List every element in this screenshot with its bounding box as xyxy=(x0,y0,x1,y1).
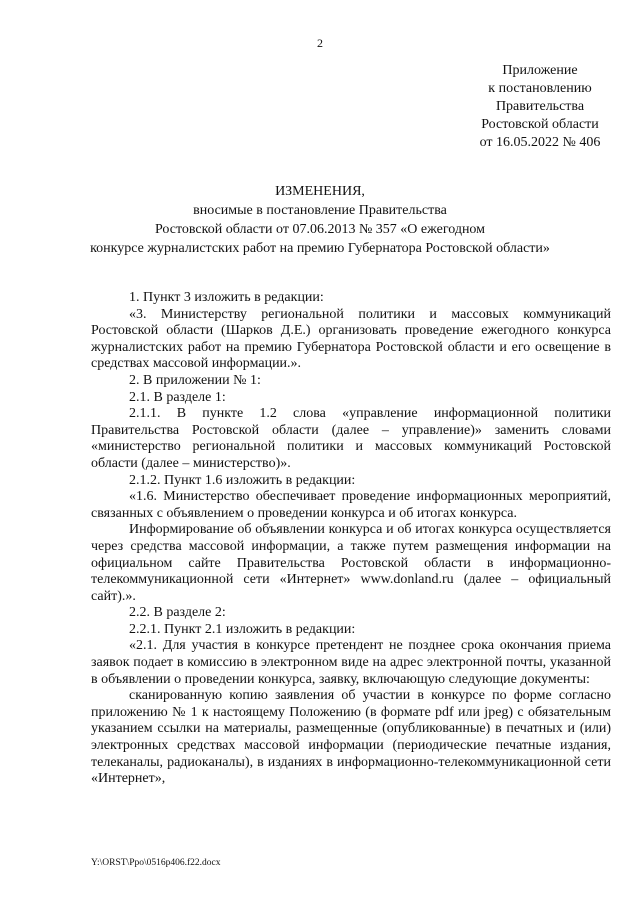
paragraph: Информирование об объявлении конкурса и об итогах конкурса осуществляется через средства массовой информации, а также путем размещения информации на официальном сайте Правительства Ростовской области в информационно-телекоммуникационной сети «Интернет» www.donland.ru (далее – официальный сайт).». xyxy=(91,522,611,604)
appendix-line: от 16.05.2022 № 406 xyxy=(479,135,601,150)
appendix-line: Правительства xyxy=(495,99,585,114)
title-line: вносимые в постановление Правительства xyxy=(193,203,447,218)
appendix-line: Ростовской области xyxy=(481,117,599,132)
paragraph: «1.6. Министерство обеспечивает проведение информационных мероприятий, связанных с объявлением о проведении конкурса и об итогах конкурса. xyxy=(91,489,611,521)
paragraph: сканированную копию заявления об участии в конкурсе по форме согласно приложению № 1 к настоящему Положению (в формате pdf или jpeg) с обязательным указанием ссылки на материалы, размещенные (опубликованные) в печатных и (или) электронных средствах массовой информации (периодические печатные издания, телеканалы, радиоканалы), в изданиях в информационно-телекоммуникационной сети «Интернет», xyxy=(91,688,611,787)
paragraph: 2.1.1. В пункте 1.2 слова «управление информационной политики Правительства Ростовской области (далее – управление)» заменить словами «министерство региональной политики и массовых коммуникаций Ростовской области (далее – министерство)». xyxy=(91,406,611,471)
appendix-line: к постановлению xyxy=(488,81,592,96)
appendix-block xyxy=(440,62,640,152)
document-body xyxy=(91,290,611,788)
appendix-line: Приложение xyxy=(502,63,578,78)
paragraph: «3. Министерству региональной политики и массовых коммуникаций Ростовской области (Шарков Д.Е.) организовать проведение ежегодного конкурса журналистских работ на премию Губернатора Ростовской области и его освещение в средствах массовой информации.». xyxy=(91,306,611,372)
paragraph: 1. Пункт 3 изложить в редакции: xyxy=(129,290,324,305)
title-line: конкурсе журналистских работ на премию Губернатора Ростовской области» xyxy=(90,241,550,256)
title-line: Ростовской области от 07.06.2013 № 357 «О ежегодном xyxy=(154,222,486,237)
paragraph: 2.2. В разделе 2: xyxy=(129,605,226,621)
paragraph: 2.2.1. Пункт 2.1 изложить в редакции: xyxy=(129,621,356,637)
paragraph: 2.1.2. Пункт 1.6 изложить в редакции: xyxy=(129,472,356,488)
file-path-footer: Y:\ORST\Ppo\0516p406.f22.docx xyxy=(91,858,221,868)
paragraph: «2.1. Для участия в конкурсе претендент не позднее срока окончания приема заявок подает в комиссию в электронном виде на адрес электронной почты, указанной в объявлении о проведении конкурса, заявку, включающую следующие документы: xyxy=(91,638,611,687)
document-title xyxy=(0,182,640,258)
title-line: ИЗМЕНЕНИЯ, xyxy=(275,184,365,199)
paragraph: 2.1. В разделе 1: xyxy=(129,389,226,405)
paragraph: 2. В приложении № 1: xyxy=(129,372,261,388)
page-number: 2 xyxy=(317,36,323,50)
